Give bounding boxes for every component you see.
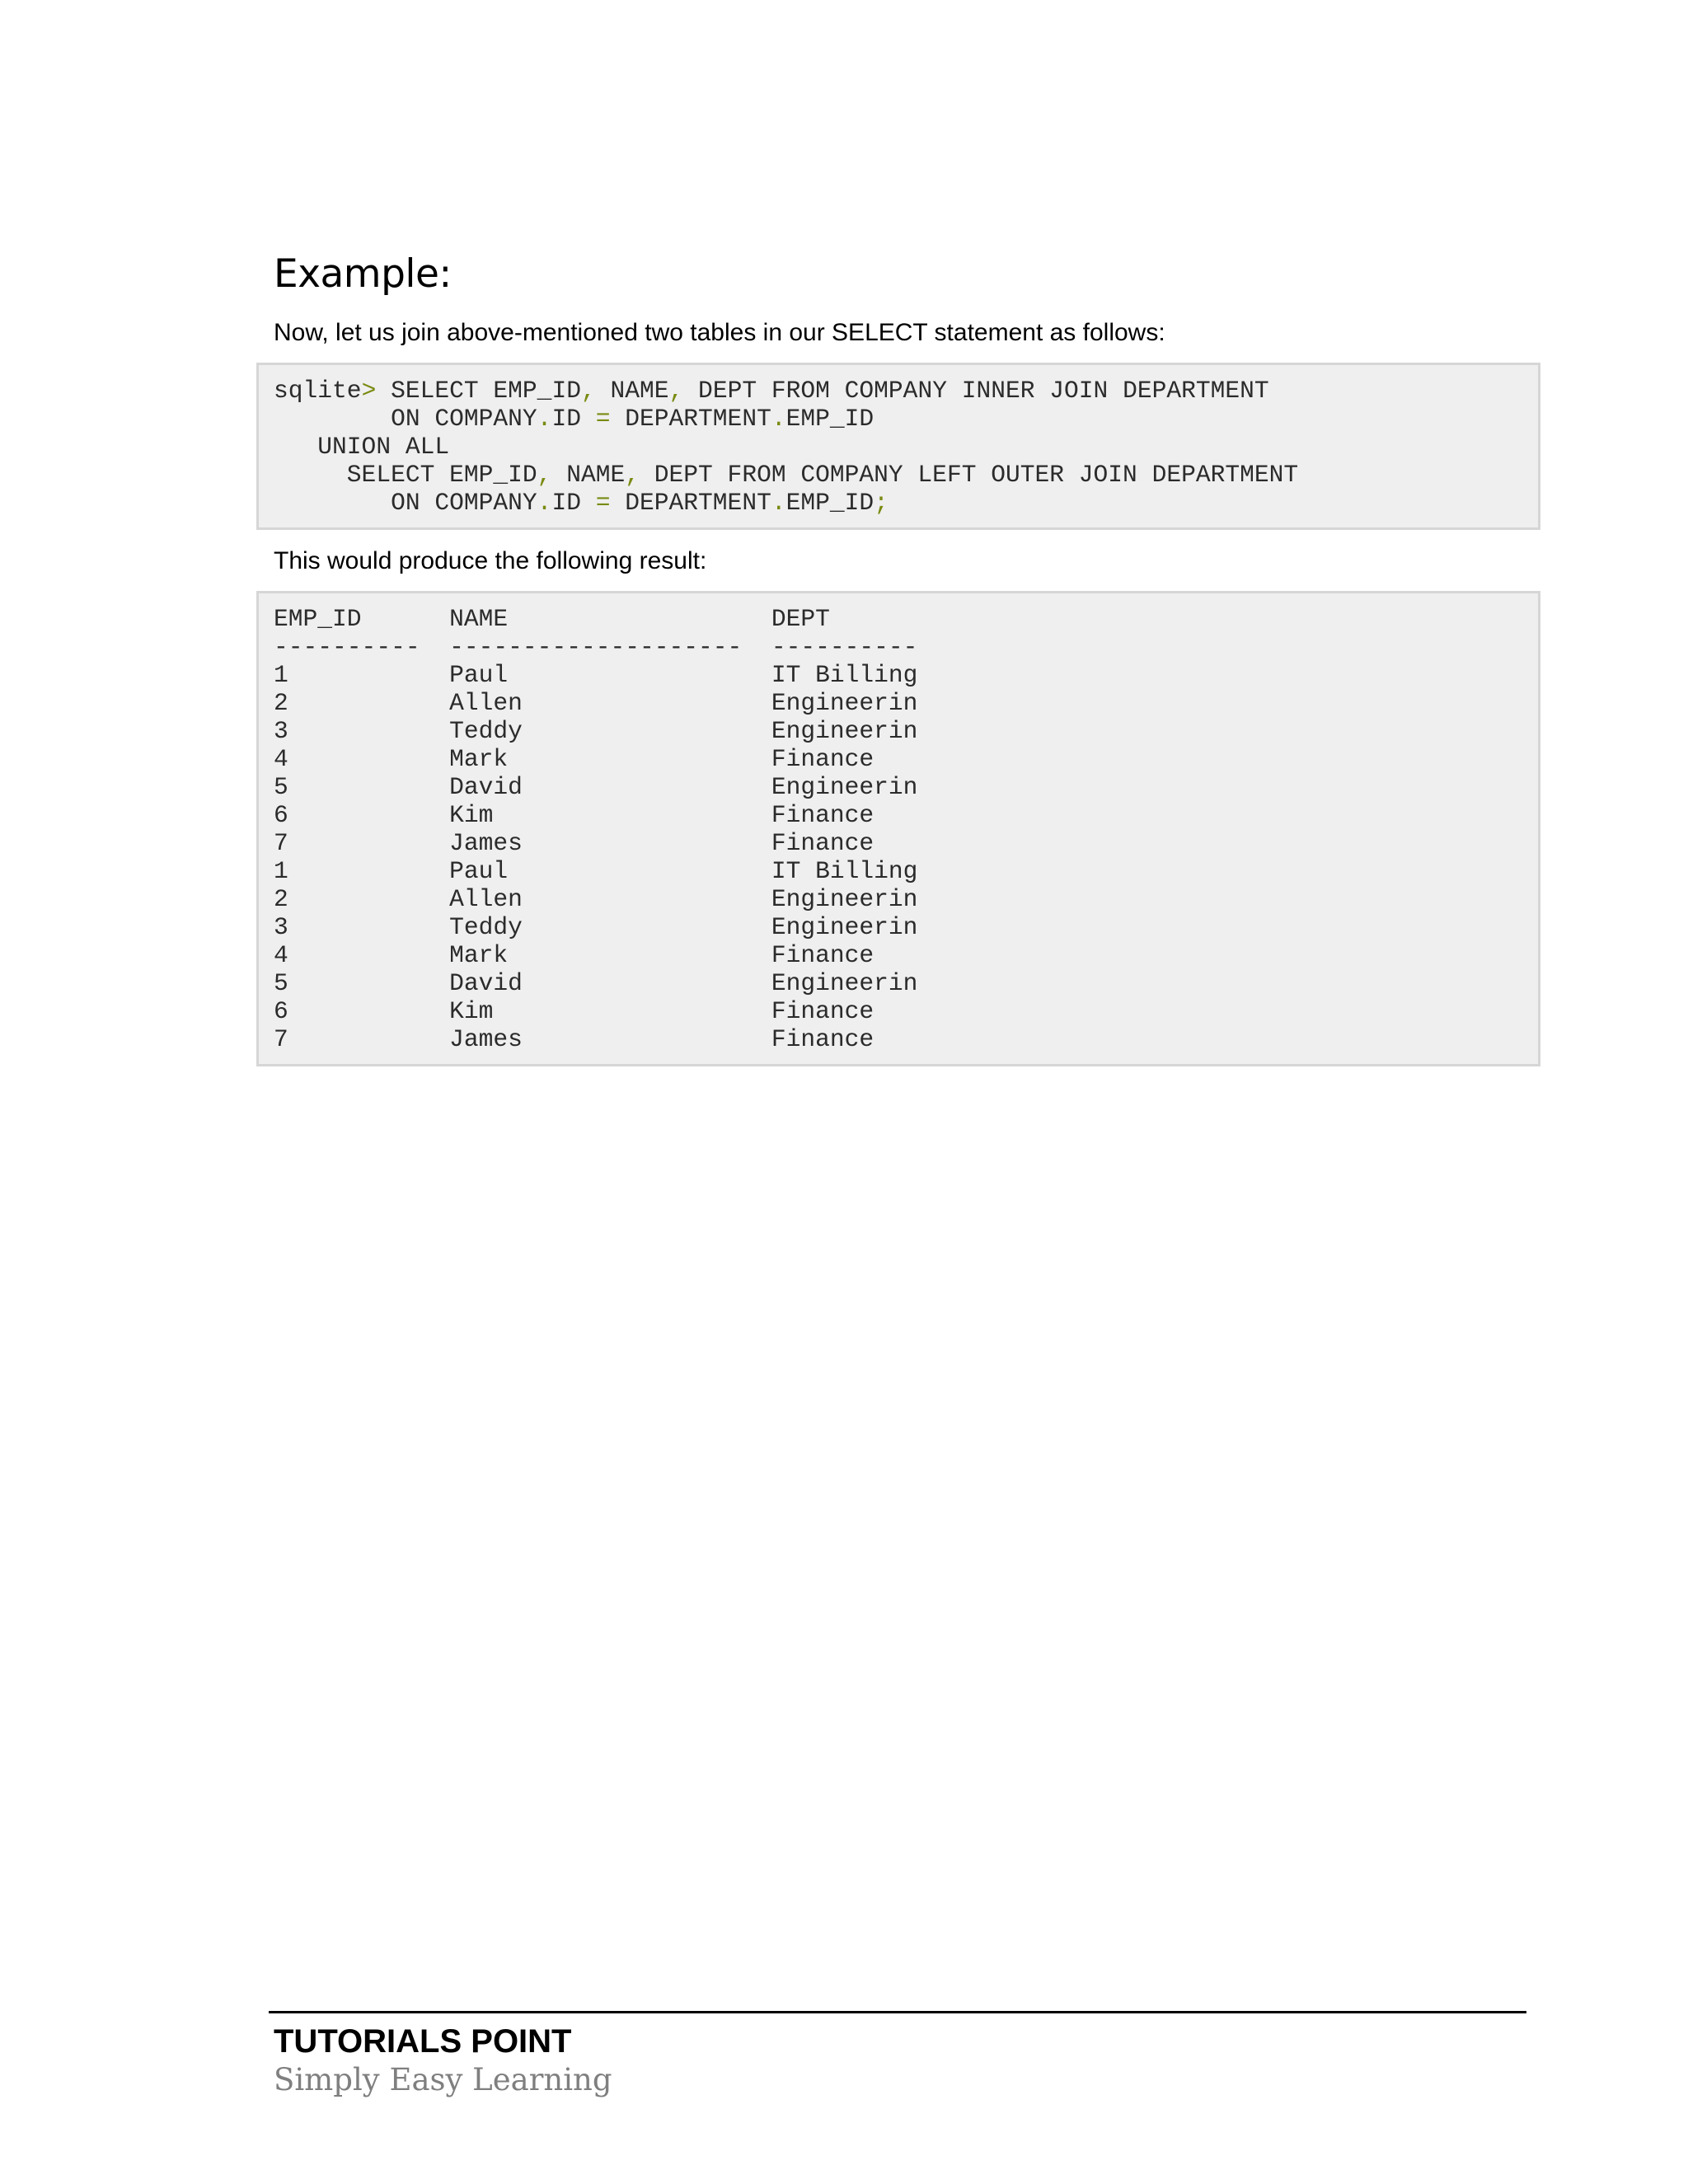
result-row (274, 745, 874, 773)
result-cell: Finance (771, 997, 874, 1025)
code-punctuation: ; (874, 489, 889, 517)
result-row (274, 885, 917, 913)
result-cell: 6 (274, 997, 288, 1025)
code-token: DEPT FROM COMPANY LEFT OUTER JOIN DEPARTMENT (640, 461, 1299, 489)
result-row (274, 997, 874, 1025)
result-cell: Teddy (449, 913, 523, 941)
result-cell: 1 (274, 857, 288, 885)
result-cell: IT Billing (771, 857, 918, 885)
code-token: DEPARTMENT (610, 489, 771, 517)
code-punctuation: . (771, 489, 786, 517)
code-line (274, 489, 889, 517)
result-cell: 6 (274, 801, 288, 829)
result-cell: 2 (274, 885, 288, 913)
result-cell: Finance (771, 801, 874, 829)
result-cell: James (449, 829, 523, 857)
result-row (274, 1025, 874, 1053)
result-cell: Paul (449, 857, 509, 885)
result-cell: Allen (449, 885, 523, 913)
result-row (274, 913, 917, 941)
result-cell: 4 (274, 941, 288, 969)
intro-paragraph: Now, let us join above-mentioned two tables in our SELECT statement as follows: (274, 319, 1165, 346)
result-row (274, 829, 874, 857)
result-cell: David (449, 969, 523, 997)
result-cell: Allen (449, 689, 523, 717)
code-punctuation: , (580, 377, 596, 405)
result-cell: Engineerin (771, 969, 918, 997)
code-punctuation: , (537, 461, 552, 489)
result-cell: 7 (274, 1025, 288, 1053)
result-cell: Finance (771, 941, 874, 969)
sql-code (274, 377, 1298, 517)
result-cell: James (449, 1025, 523, 1053)
result-separator-row (274, 633, 917, 661)
result-cell: -------------------- (449, 633, 743, 661)
code-line (274, 377, 1269, 405)
result-cell: Kim (449, 801, 494, 829)
section-heading: Example: (274, 251, 452, 297)
result-cell: Engineerin (771, 913, 918, 941)
footer-divider (269, 2011, 1526, 2013)
result-cell: 7 (274, 829, 288, 857)
result-cell: 2 (274, 689, 288, 717)
result-cell: Kim (449, 997, 494, 1025)
code-punctuation: . (771, 405, 786, 433)
result-cell: 1 (274, 661, 288, 689)
result-row (274, 969, 917, 997)
result-output (274, 605, 917, 1053)
result-cell: Teddy (449, 717, 523, 745)
result-cell: 3 (274, 913, 288, 941)
result-cell: Engineerin (771, 689, 918, 717)
result-cell: IT Billing (771, 661, 918, 689)
footer-brand: TUTORIALS POINT (274, 2023, 572, 2060)
result-cell: Engineerin (771, 773, 918, 801)
result-cell: 5 (274, 773, 288, 801)
result-cell: NAME (449, 605, 509, 633)
result-cell: 5 (274, 969, 288, 997)
code-token: ON COMPANY (274, 405, 537, 433)
result-intro-paragraph: This would produce the following result: (274, 547, 707, 574)
code-token: EMP_ID (785, 405, 874, 433)
code-line (274, 461, 1298, 489)
code-token: DEPARTMENT (610, 405, 771, 433)
code-punctuation: . (537, 489, 552, 517)
result-cell: Engineerin (771, 717, 918, 745)
result-cell: Engineerin (771, 885, 918, 913)
code-token: ID (551, 489, 596, 517)
code-token: sqlite (274, 377, 362, 405)
code-token: ON COMPANY (274, 489, 537, 517)
code-token: SELECT EMP_ID (376, 377, 581, 405)
result-cell: ---------- (771, 633, 918, 661)
result-cell: Mark (449, 941, 509, 969)
result-cell: David (449, 773, 523, 801)
result-row (274, 661, 917, 689)
code-token: UNION ALL (274, 433, 450, 461)
code-punctuation: = (595, 405, 611, 433)
sql-code-block (256, 363, 1540, 530)
result-cell: EMP_ID (274, 605, 362, 633)
code-punctuation: , (625, 461, 640, 489)
code-punctuation: = (595, 489, 611, 517)
result-cell: Finance (771, 745, 874, 773)
code-line (274, 433, 449, 461)
code-token: NAME (551, 461, 626, 489)
result-cell: Paul (449, 661, 509, 689)
result-row (274, 773, 917, 801)
result-row (274, 689, 917, 717)
result-cell: Finance (771, 1025, 874, 1053)
result-cell: DEPT (771, 605, 830, 633)
code-punctuation: , (668, 377, 684, 405)
code-line (274, 405, 874, 433)
result-header-row (274, 605, 830, 633)
footer-tagline: Simply Easy Learning (274, 2062, 612, 2097)
code-token: ID (551, 405, 596, 433)
result-cell: 3 (274, 717, 288, 745)
result-output-block (256, 591, 1540, 1066)
result-cell: Mark (449, 745, 509, 773)
result-row (274, 717, 917, 745)
result-row (274, 801, 874, 829)
code-token: NAME (595, 377, 669, 405)
result-row (274, 941, 874, 969)
result-cell: ---------- (274, 633, 420, 661)
code-punctuation: . (537, 405, 552, 433)
result-cell: Finance (771, 829, 874, 857)
code-token: SELECT EMP_ID (274, 461, 537, 489)
code-punctuation: > (361, 377, 377, 405)
result-row (274, 857, 917, 885)
result-cell: 4 (274, 745, 288, 773)
code-token: EMP_ID (785, 489, 874, 517)
code-token: DEPT FROM COMPANY INNER JOIN DEPARTMENT (683, 377, 1269, 405)
